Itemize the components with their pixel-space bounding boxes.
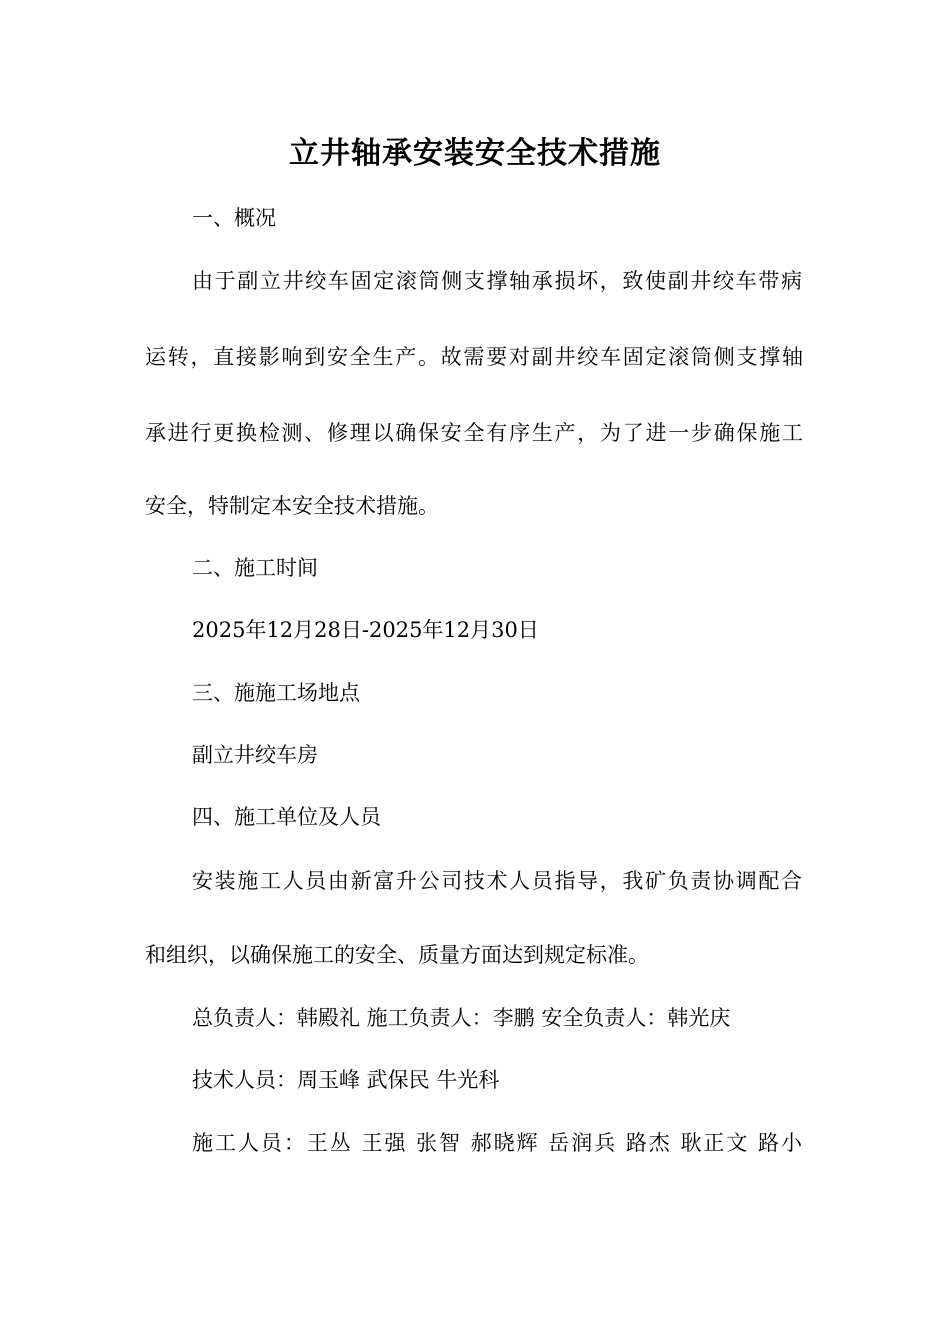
paragraph-line: 安全，特制定本安全技术措施。 [145, 494, 439, 518]
technical-staff: 技术人员：周玉峰 武保民 牛光科 [192, 1068, 500, 1092]
responsible-persons: 总负责人：韩殿礼 施工负责人：李鹏 安全负责人：韩光庆 [192, 1006, 731, 1030]
section-heading-time: 二、施工时间 [192, 556, 318, 580]
construction-site: 副立井绞车房 [192, 743, 318, 767]
paragraph-line: 和组织，以确保施工的安全、质量方面达到规定标准。 [145, 943, 649, 967]
section-heading-personnel: 四、施工单位及人员 [192, 805, 381, 829]
construction-staff: 施工人员：王丛 王强 张智 郝晓辉 岳润兵 路杰 耿正文 路小 [192, 1131, 802, 1155]
section-heading-site: 三、施施工场地点 [192, 681, 360, 705]
paragraph-line: 运转，直接影响到安全生产。故需要对副井绞车固定滚筒侧支撑轴 [145, 345, 803, 369]
paragraph-line: 安装施工人员由新富升公司技术人员指导，我矿负责协调配合 [192, 869, 802, 893]
construction-dates: 2025年12月28日-2025年12月30日 [192, 618, 539, 642]
section-heading-overview: 一、概况 [192, 206, 276, 230]
document-title: 立井轴承安装安全技术措施 [289, 136, 661, 171]
paragraph-line: 承进行更换检测、修理以确保安全有序生产，为了进一步确保施工 [145, 421, 803, 445]
paragraph-line: 由于副立井绞车固定滚筒侧支撑轴承损坏，致使副井绞车带病 [192, 269, 802, 293]
